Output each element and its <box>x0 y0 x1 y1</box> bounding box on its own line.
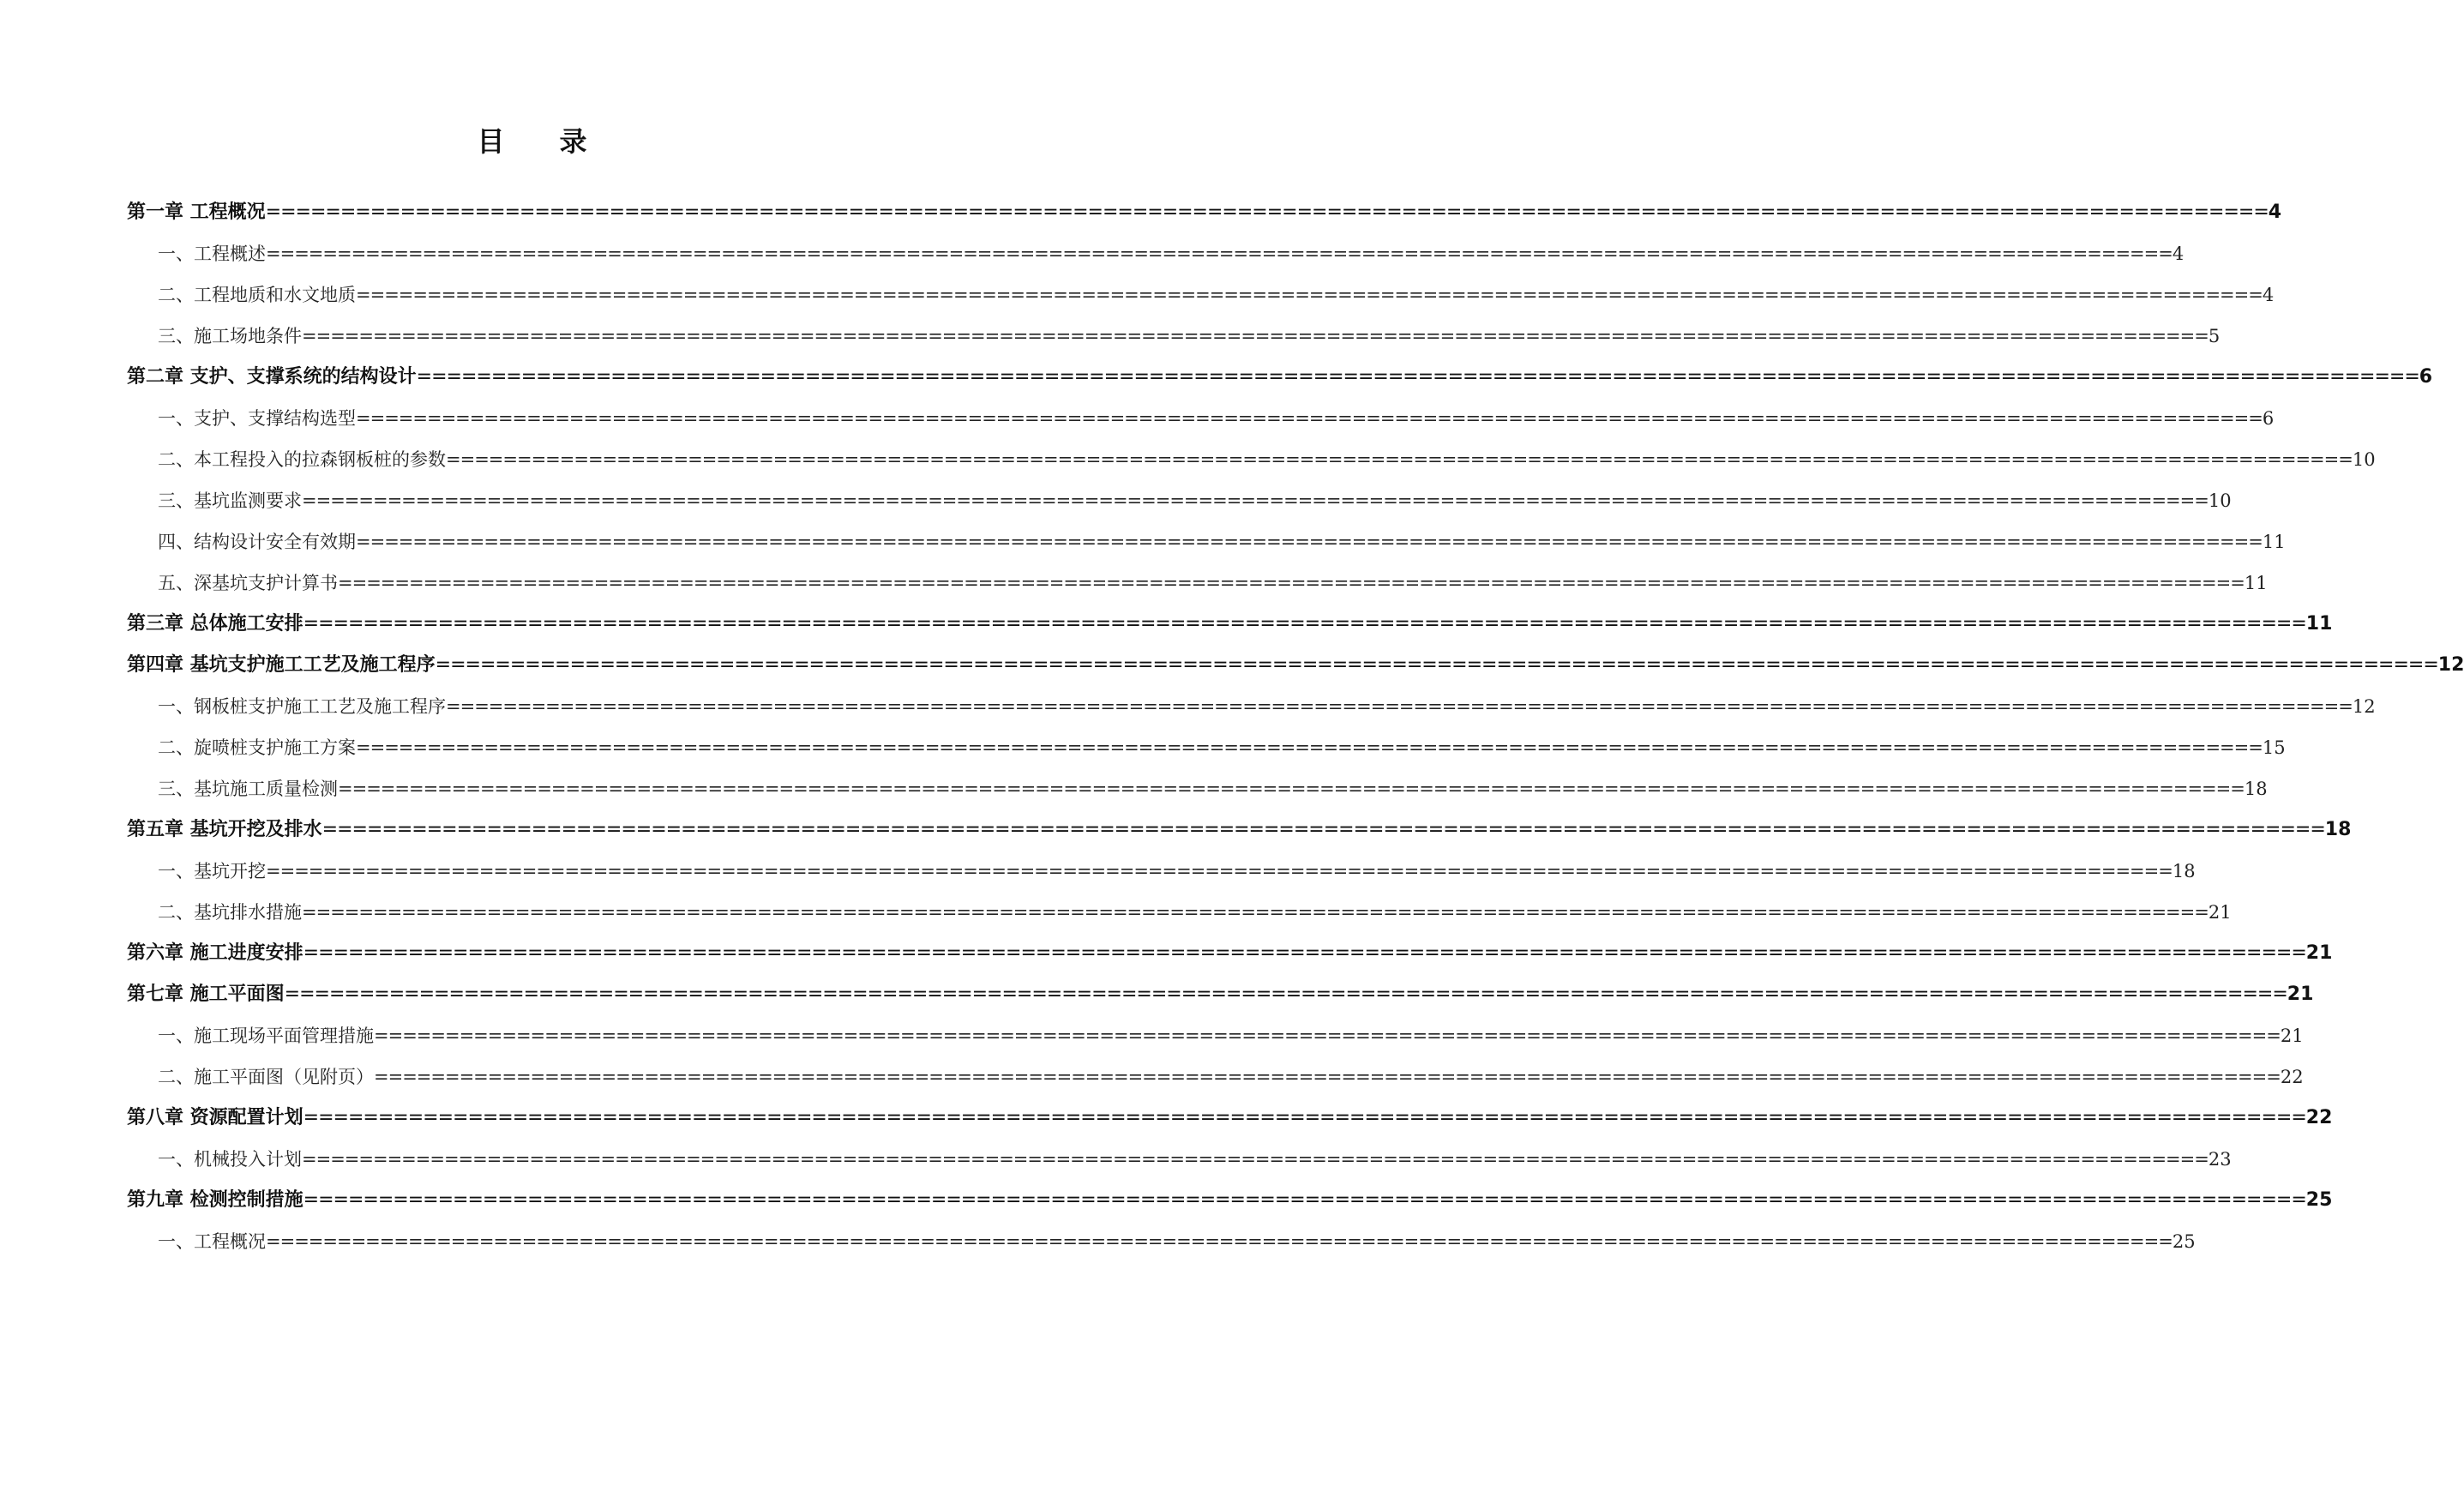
toc-leader: ====================================================================================================================================== <box>302 902 2209 923</box>
toc-leader: ====================================================================================================================================== <box>322 819 2325 840</box>
toc-chapter-entry[interactable] <box>127 610 2333 639</box>
toc-leader: ====================================================================================================================================== <box>356 408 2263 429</box>
toc-page-number: 21 <box>2305 942 2333 964</box>
toc-leader: ====================================================================================================================================== <box>374 1026 2281 1046</box>
toc-page-number: 15 <box>2262 737 2286 758</box>
toc-entry-label: 二、工程地质和水文地质 <box>158 285 356 305</box>
toc-entry-label: 第九章 检测控制措施 <box>127 1189 303 1211</box>
toc-entry-label: 第一章 工程概况 <box>127 202 266 223</box>
toc-chapter-entry[interactable] <box>127 363 2433 392</box>
toc-leader: ====================================================================================================================================== <box>284 984 2287 1005</box>
toc-section-entry[interactable] <box>127 1145 2232 1174</box>
toc-section-entry[interactable] <box>127 404 2275 433</box>
toc-chapter-entry[interactable] <box>127 815 2352 845</box>
toc-title <box>0 120 1064 159</box>
toc-page-number: 4 <box>2172 244 2185 264</box>
toc-page-number: 11 <box>2305 613 2333 635</box>
toc-page-number: 25 <box>2172 1231 2196 1252</box>
toc-entry-label: 第六章 施工进度安排 <box>127 942 303 964</box>
toc-entry-label: 二、施工平面图（见附页） <box>158 1067 374 1087</box>
toc-section-entry[interactable] <box>127 692 2376 721</box>
toc-leader: ====================================================================================================================================== <box>446 696 2353 717</box>
toc-leader: ====================================================================================================================================== <box>266 861 2173 881</box>
toc-page-number: 23 <box>2208 1149 2232 1170</box>
toc-entry-label: 三、施工场地条件 <box>158 326 302 346</box>
toc-entry-label: 五、深基坑支护计算书 <box>158 573 338 593</box>
toc-entry-label: 一、施工现场平面管理措施 <box>158 1026 374 1046</box>
toc-page-number: 21 <box>2208 902 2232 923</box>
toc-section-entry[interactable] <box>127 280 2275 310</box>
toc-leader: ====================================================================================================================================== <box>356 737 2263 758</box>
toc-entry-label: 一、支护、支撑结构选型 <box>158 408 356 429</box>
toc-leader: ====================================================================================================================================== <box>303 613 2306 635</box>
toc-entry-label: 一、钢板桩支护施工工艺及施工程序 <box>158 696 446 717</box>
toc-page-number: 21 <box>2280 1026 2304 1046</box>
toc-section-entry[interactable] <box>127 486 2232 515</box>
toc-leader: ====================================================================================================================================== <box>265 202 2269 223</box>
toc-entry-label: 一、基坑开挖 <box>158 861 266 881</box>
toc-leader: ====================================================================================================================================== <box>302 326 2209 346</box>
toc-leader: ====================================================================================================================================== <box>338 779 2245 799</box>
toc-section-entry[interactable] <box>127 1062 2304 1092</box>
toc-chapter-entry[interactable] <box>127 1186 2333 1215</box>
toc-section-entry[interactable] <box>127 322 2221 351</box>
toc-entry-label: 一、工程概况 <box>158 1231 266 1252</box>
toc-page-number: 6 <box>2262 408 2275 429</box>
toc-chapter-entry[interactable] <box>127 1104 2333 1133</box>
toc-section-entry[interactable] <box>127 1021 2304 1050</box>
toc-page-number: 11 <box>2244 573 2268 593</box>
toc-chapter-entry[interactable] <box>127 939 2333 968</box>
toc-entry-label: 第四章 基坑支护施工工艺及施工程序 <box>127 654 436 676</box>
toc-entry-label: 一、机械投入计划 <box>158 1149 302 1170</box>
toc-page-number: 22 <box>2305 1107 2333 1128</box>
toc-entry-label: 第二章 支护、支撑系统的结构设计 <box>127 366 417 388</box>
toc-chapter-entry[interactable] <box>127 980 2314 1009</box>
toc-section-entry[interactable] <box>127 733 2286 762</box>
toc-page-number: 11 <box>2262 532 2286 552</box>
toc-chapter-entry[interactable] <box>127 651 2464 680</box>
toc-entry-label: 四、结构设计安全有效期 <box>158 532 356 552</box>
toc-entry-label: 第三章 总体施工安排 <box>127 613 303 635</box>
toc-page-number: 25 <box>2305 1189 2333 1211</box>
toc-section-entry[interactable] <box>127 445 2376 474</box>
toc-page-number: 10 <box>2352 449 2376 470</box>
toc-leader: ====================================================================================================================================== <box>303 1107 2306 1128</box>
toc-page-number: 4 <box>2262 285 2275 305</box>
toc-entry-label: 第七章 施工平面图 <box>127 984 285 1005</box>
toc-section-entry[interactable] <box>127 898 2232 927</box>
toc-leader: ====================================================================================================================================== <box>266 1231 2173 1252</box>
toc-leader: ====================================================================================================================================== <box>338 573 2245 593</box>
toc-section-entry[interactable] <box>127 569 2268 598</box>
toc-entry-label: 第八章 资源配置计划 <box>127 1107 303 1128</box>
toc-title-second: 录 <box>559 125 587 158</box>
toc-entry-label: 一、工程概述 <box>158 244 266 264</box>
toc-leader: ====================================================================================================================================== <box>302 490 2209 511</box>
toc-title-first: 目 <box>477 125 505 158</box>
toc-page-number: 5 <box>2208 326 2221 346</box>
toc-leader: ====================================================================================================================================== <box>266 244 2173 264</box>
toc-page-number: 21 <box>2287 984 2314 1005</box>
toc-leader: ====================================================================================================================================== <box>435 654 2438 676</box>
toc-chapter-entry[interactable] <box>127 198 2282 227</box>
toc-leader: ====================================================================================================================================== <box>374 1067 2281 1087</box>
toc-page-number: 18 <box>2324 819 2352 840</box>
toc-section-entry[interactable] <box>127 1227 2196 1256</box>
toc-entry-label: 三、基坑监测要求 <box>158 490 302 511</box>
toc-section-entry[interactable] <box>127 774 2268 803</box>
toc-entry-label: 第五章 基坑开挖及排水 <box>127 819 322 840</box>
toc-leader: ====================================================================================================================================== <box>416 366 2419 388</box>
toc-leader: ====================================================================================================================================== <box>303 942 2306 964</box>
toc-page-number: 4 <box>2268 202 2282 223</box>
toc-section-entry[interactable] <box>127 239 2185 268</box>
toc-page-number: 6 <box>2419 366 2433 388</box>
toc-page-number: 18 <box>2244 779 2268 799</box>
toc-entry-label: 二、旋喷桩支护施工方案 <box>158 737 356 758</box>
toc-section-entry[interactable] <box>127 857 2196 886</box>
toc-section-entry[interactable] <box>127 527 2286 556</box>
toc-entry-label: 三、基坑施工质量检测 <box>158 779 338 799</box>
toc-leader: ====================================================================================================================================== <box>356 285 2263 305</box>
toc-page-number: 12 <box>2437 654 2464 676</box>
toc-page-number: 22 <box>2280 1067 2304 1087</box>
toc-page-number: 18 <box>2172 861 2196 881</box>
toc-leader: ====================================================================================================================================== <box>302 1149 2209 1170</box>
toc-leader: ====================================================================================================================================== <box>446 449 2353 470</box>
toc-entry-label: 二、本工程投入的拉森钢板桩的参数 <box>158 449 446 470</box>
toc-page-number: 12 <box>2352 696 2376 717</box>
toc-page-number: 10 <box>2208 490 2232 511</box>
toc-leader: ====================================================================================================================================== <box>303 1189 2306 1211</box>
toc-entry-label: 二、基坑排水措施 <box>158 902 302 923</box>
toc-leader: ====================================================================================================================================== <box>356 532 2263 552</box>
